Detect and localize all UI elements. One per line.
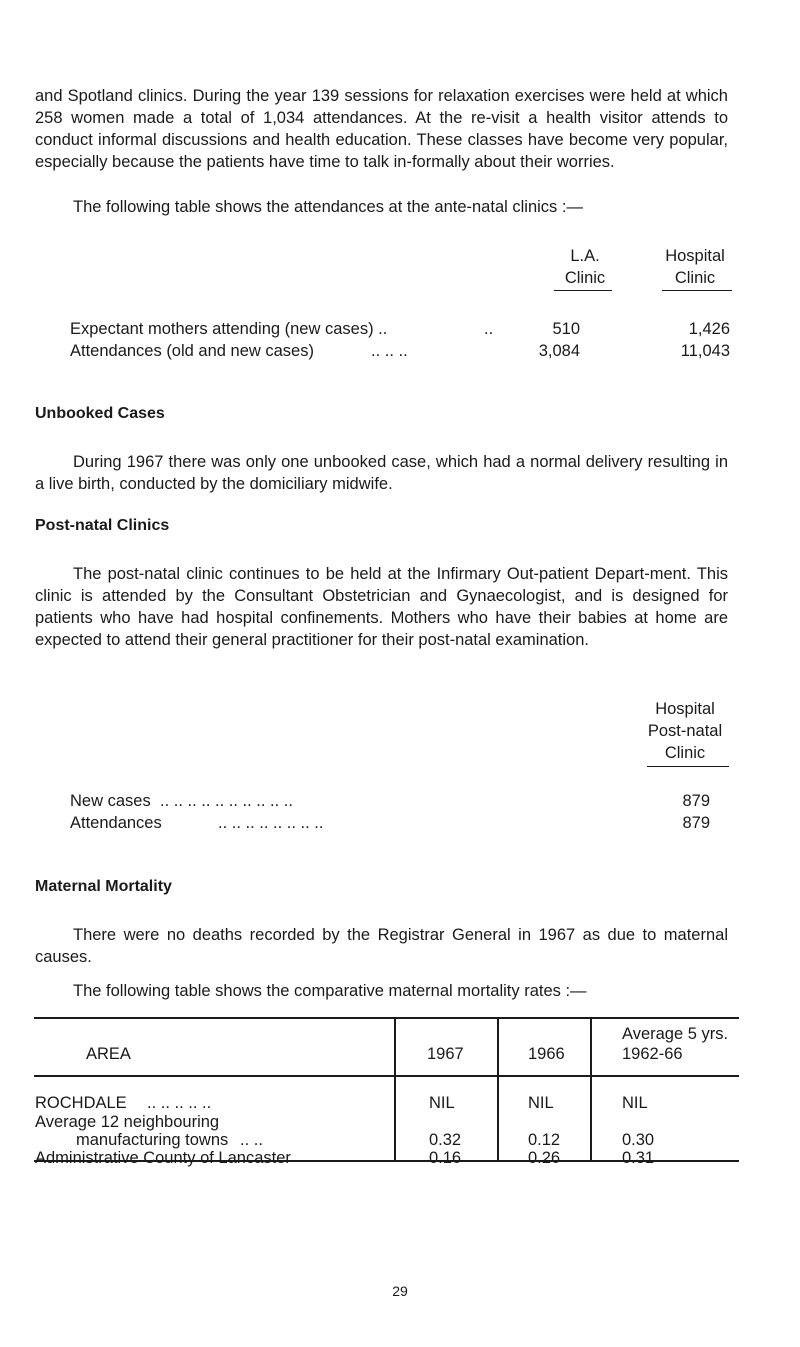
area-lancaster: Administrative County of Lancaster — [35, 1149, 291, 1167]
header-1967: 1967 — [427, 1045, 464, 1063]
row-label: Expectant mothers attending (new cases) .. — [70, 320, 388, 338]
postnatal-header-underline — [647, 766, 729, 767]
area-rochdale: ROCHDALE — [35, 1094, 127, 1112]
row-label: New cases — [70, 792, 151, 810]
antenatal-intro: The following table shows the attendances at the ante-natal clinics :— — [73, 198, 583, 216]
area-leader-dots: .. .. .. .. .. — [147, 1094, 212, 1112]
post-natal-clinics-heading: Post-natal Clinics — [35, 517, 170, 534]
hospital-clinic-value: 11,043 — [680, 342, 730, 360]
area-neighbouring-line1: Average 12 neighbouring — [35, 1113, 220, 1131]
table-header-rule — [34, 1075, 739, 1077]
page-number: 29 — [392, 1283, 408, 1299]
post-natal-clinics-text: The post-natal clinic continues to be held at the Infirmary Out-patient Depart-ment. This clinic is attended by the Consultant Obstetrician and Gynaecologist, and is designed for patients who have had hospital confinements. Mothers who have their babies at home are expected to attend their general practitioner for their post-natal examination. — [35, 565, 728, 649]
value-1967: NIL — [429, 1094, 455, 1112]
hospital-clinic-value: 1,426 — [688, 320, 730, 338]
intro-paragraph: and Spotland clinics. During the year 139 sessions for relaxation exercises were held at which 258 women made a total of 1,034 attendances. At the re-visit a health visitor attends to conduct informal discussions and health education. These classes have become very popular, especially because the patients have time to talk in-formally about their worries. — [35, 87, 728, 171]
mortality-table-intro: The following table shows the comparative maternal mortality rates :— — [73, 982, 587, 1000]
la-clinic-header-underline — [554, 290, 612, 291]
value-1966: 0.26 — [528, 1149, 561, 1167]
hospital-clinic-header-underline — [662, 290, 732, 291]
value-1966: NIL — [528, 1094, 554, 1112]
antenatal-row — [0, 318, 800, 340]
postnatal-value: 879 — [682, 792, 710, 810]
row-leader-dots: .. — [484, 320, 494, 338]
postnatal-value: 879 — [682, 814, 710, 832]
table-column-rule — [590, 1017, 592, 1160]
header-average-line1: Average 5 yrs. — [622, 1025, 729, 1043]
row-leader-dots: .. .. .. .. .. .. .. .. — [218, 814, 324, 832]
postnatal-row — [0, 812, 800, 834]
row-leader-dots: .. .. .. .. .. .. .. .. .. .. — [160, 792, 293, 810]
hospital-clinic-header-line1: Hospital — [665, 247, 725, 265]
unbooked-cases-text: During 1967 there was only one unbooked case, which had a normal delivery resulting in a live birth, conducted by the domiciliary midwife. — [35, 453, 728, 493]
la-clinic-value: 510 — [552, 320, 580, 338]
la-clinic-value: 3,084 — [538, 342, 580, 360]
postnatal-header-line2: Post-natal — [647, 722, 723, 740]
table-column-rule — [394, 1017, 396, 1160]
hospital-clinic-header-line2: Clinic — [674, 269, 716, 287]
value-1967: 0.16 — [429, 1149, 462, 1167]
postnatal-header-line3: Clinic — [664, 744, 706, 762]
maternal-mortality-text: There were no deaths recorded by the Registrar General in 1967 as due to maternal causes. — [35, 926, 728, 966]
area-leader-dots: .. .. — [240, 1131, 263, 1149]
area-neighbouring-line2: manufacturing towns — [76, 1131, 229, 1149]
mortality-rates-table — [34, 1017, 739, 1249]
row-label: Attendances — [70, 814, 162, 832]
value-average: NIL — [622, 1094, 648, 1112]
la-clinic-header-line2: Clinic — [564, 269, 606, 287]
value-1967: 0.32 — [429, 1131, 462, 1149]
postnatal-row — [0, 790, 800, 812]
value-1966: 0.12 — [528, 1131, 561, 1149]
value-average: 0.31 — [622, 1149, 655, 1167]
table-top-rule — [34, 1017, 739, 1019]
header-1966: 1966 — [528, 1045, 565, 1063]
maternal-mortality-heading: Maternal Mortality — [35, 878, 172, 895]
postnatal-header-line1: Hospital — [655, 700, 715, 718]
value-average: 0.30 — [622, 1131, 655, 1149]
row-leader-dots: .. .. .. — [371, 342, 408, 360]
row-label: Attendances (old and new cases) — [70, 342, 314, 360]
header-average-line2: 1962-66 — [622, 1045, 683, 1063]
unbooked-cases-heading: Unbooked Cases — [35, 405, 165, 422]
la-clinic-header-line1: L.A. — [570, 247, 600, 265]
antenatal-row — [0, 340, 800, 362]
table-column-rule — [497, 1017, 499, 1160]
header-area: AREA — [86, 1045, 131, 1063]
